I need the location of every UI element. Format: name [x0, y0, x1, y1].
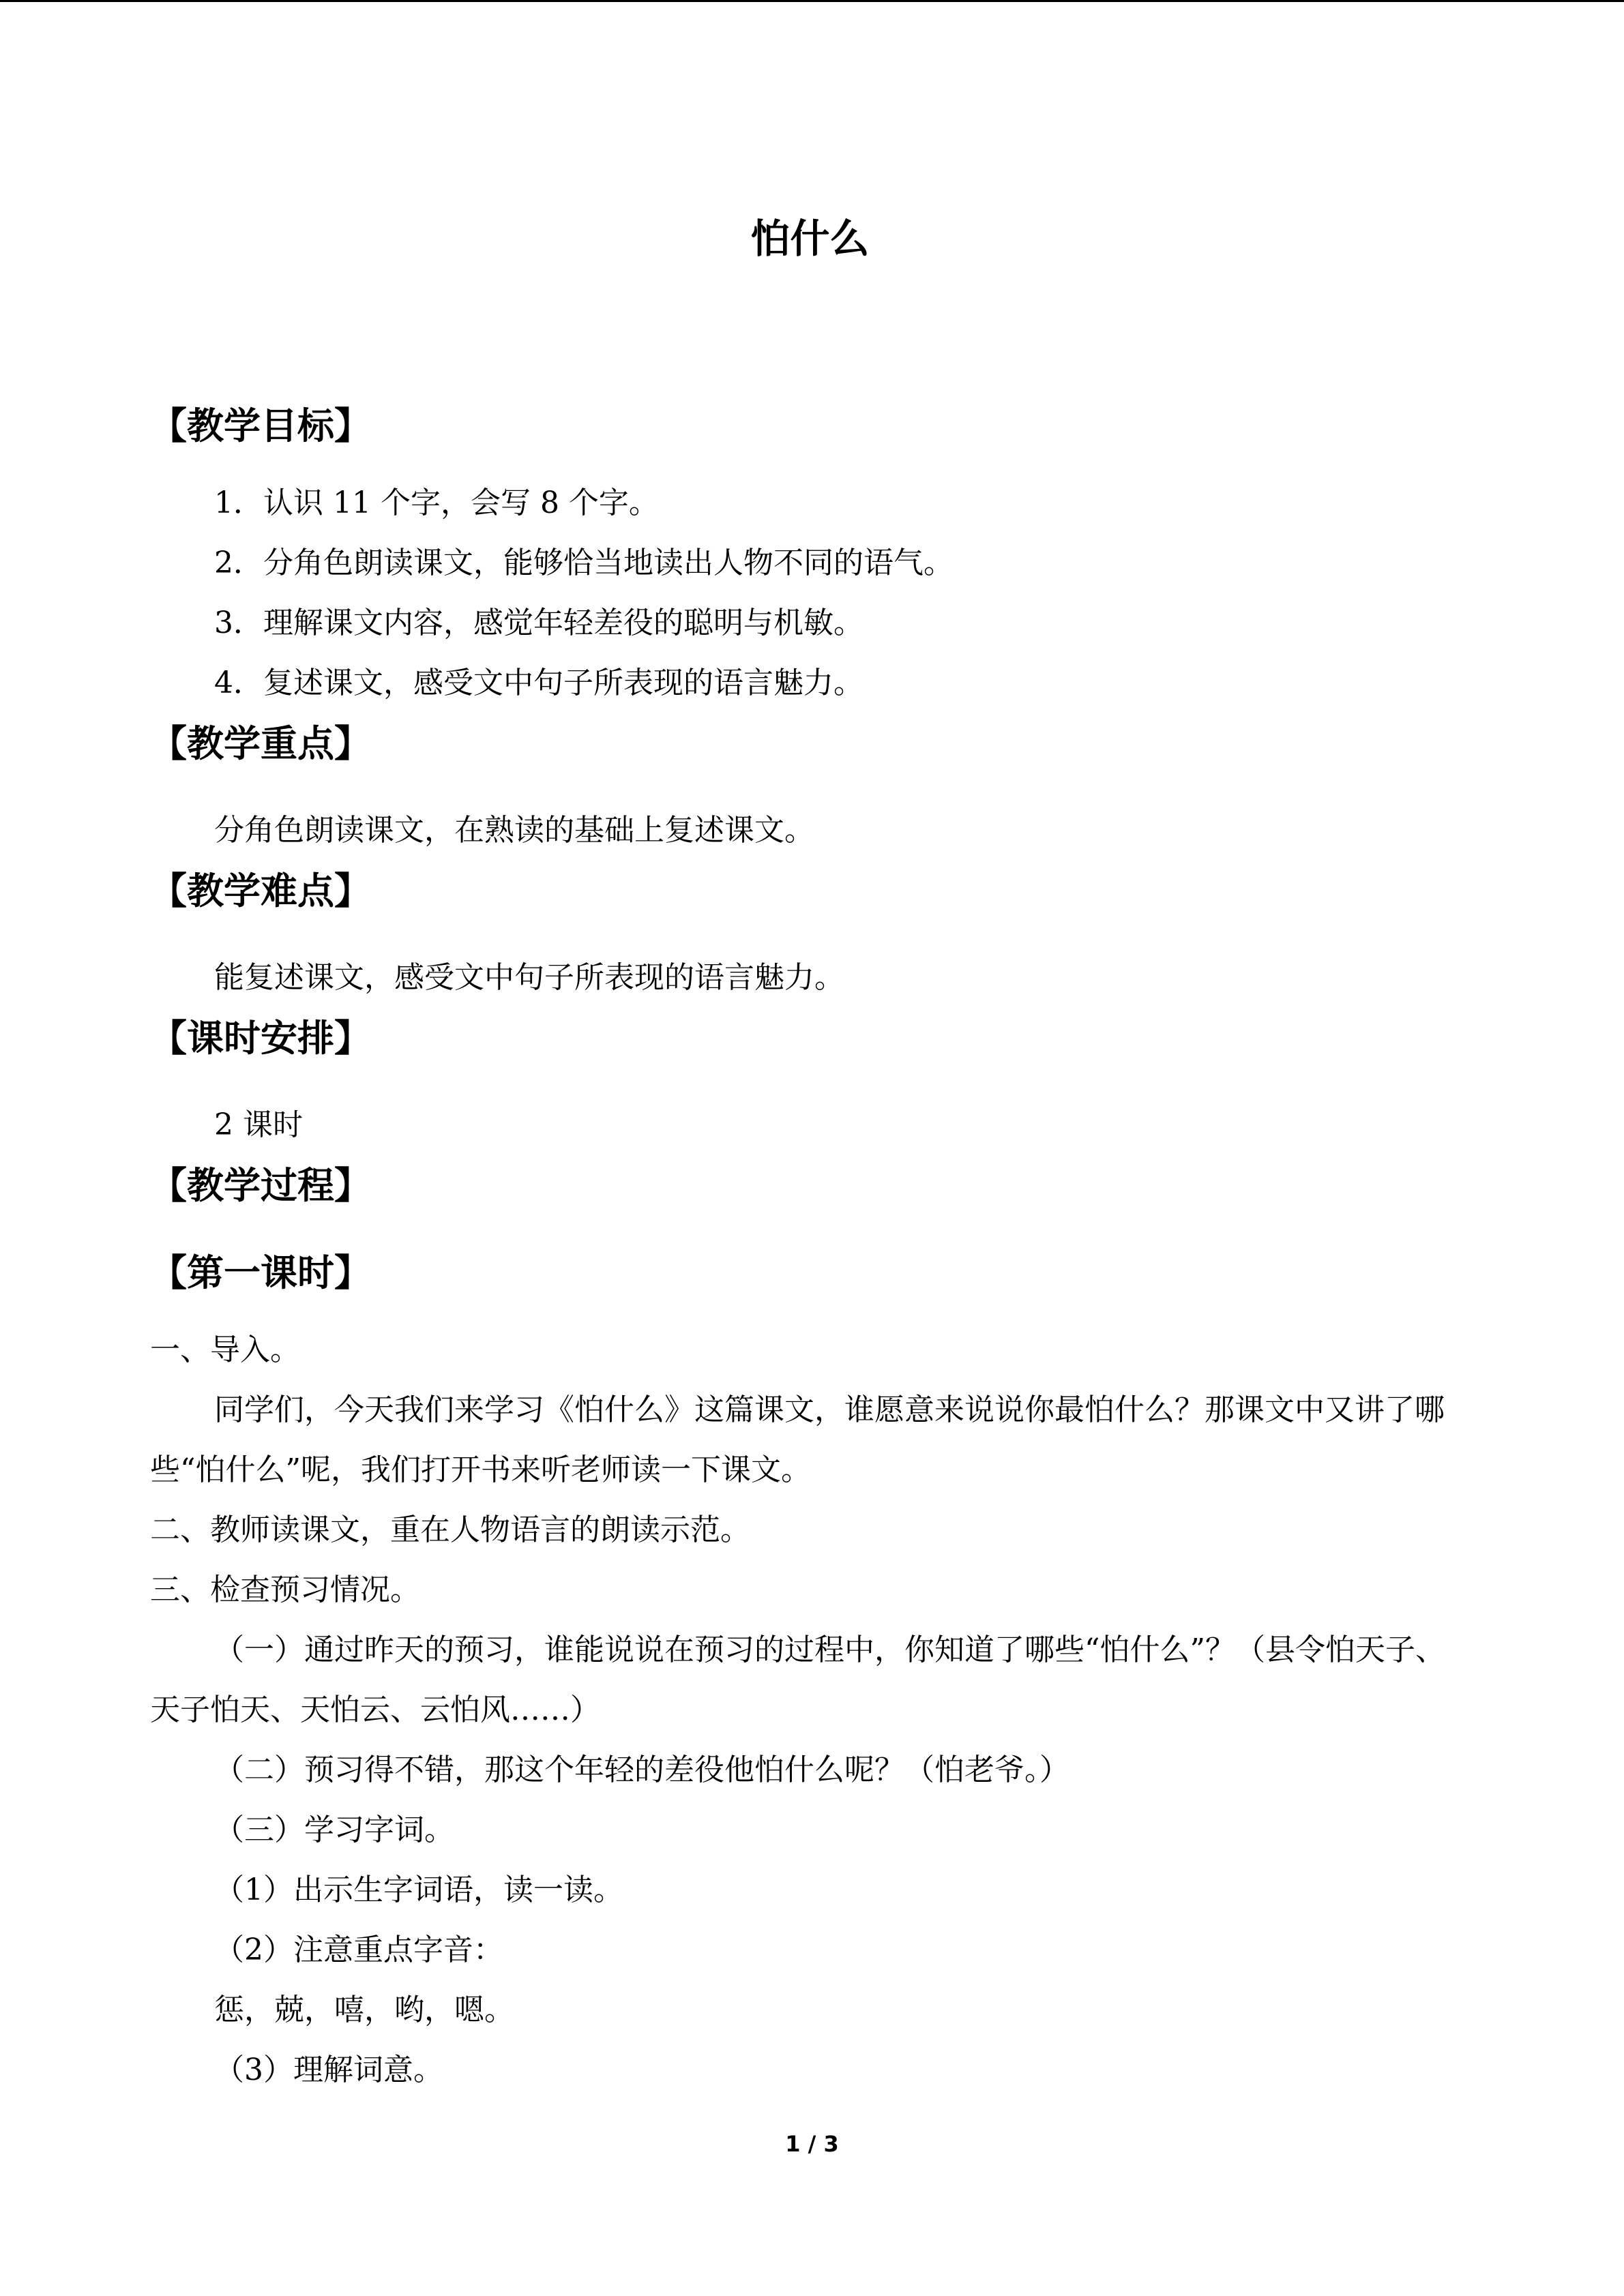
objective-item-2: 2．分角色朗读课文，能够恰当地读出人物不同的语气。	[214, 546, 954, 580]
step-1-text: 同学们，今天我们来学习《怕什么》这篇课文，谁愿意来说说你最怕什么？那课文中又讲了哪些“怕什么”呢，我们打开书来听老师读一下课文。	[150, 1392, 1445, 1487]
heading-difficulties: 【教学难点】	[150, 869, 371, 912]
difficulties-text: 能复述课文，感受文中句子所表现的语言魅力。	[214, 960, 844, 995]
step-3-part-a: （一）通过昨天的预习，谁能说说在预习的过程中，你知道了哪些“怕什么”？（县令怕天子、天子怕天、天怕云、云怕风……）	[150, 1632, 1445, 1727]
page-number: 1 / 3	[785, 2131, 839, 2157]
key-points-text: 分角色朗读课文，在熟读的基础上复述课文。	[214, 813, 814, 848]
page-top-border	[0, 0, 1624, 2]
step-3-c3: （3）理解词意。	[214, 2053, 443, 2087]
heading-key-points: 【教学重点】	[150, 722, 371, 765]
heading-lesson-1: 【第一课时】	[150, 1251, 371, 1294]
step-2-heading: 二、教师读课文，重在人物语言的朗读示范。	[150, 1512, 750, 1547]
heading-objectives: 【教学目标】	[150, 404, 371, 447]
document-title: 怕什么	[750, 215, 870, 262]
objective-item-1: 1．认识 11 个字，会写 8 个字。	[214, 486, 659, 520]
step-3-part-c: （三）学习字词。	[214, 1813, 454, 1847]
objective-item-3: 3．理解课文内容，感觉年轻差役的聪明与机敏。	[214, 606, 863, 640]
step-3-heading: 三、检查预习情况。	[150, 1572, 420, 1607]
heading-schedule: 【课时安排】	[150, 1017, 371, 1060]
step-3-c1: （1）出示生字词语，读一读。	[214, 1873, 623, 1907]
heading-process: 【教学过程】	[150, 1164, 371, 1207]
step-1-heading: 一、导入。	[150, 1332, 300, 1367]
document-page	[150, 205, 1470, 2100]
schedule-text: 2 课时	[214, 1107, 303, 1142]
objective-item-4: 4．复述课文，感受文中句子所表现的语言魅力。	[214, 666, 863, 700]
step-3-c2-chars: 惩，兢，嘻，哟，嗯。	[214, 1993, 514, 2027]
step-3-c2: （2）注意重点字音：	[214, 1933, 503, 1967]
step-3-part-b: （二）预习得不错，那这个年轻的差役他怕什么呢？（怕老爷。）	[214, 1753, 1069, 1787]
